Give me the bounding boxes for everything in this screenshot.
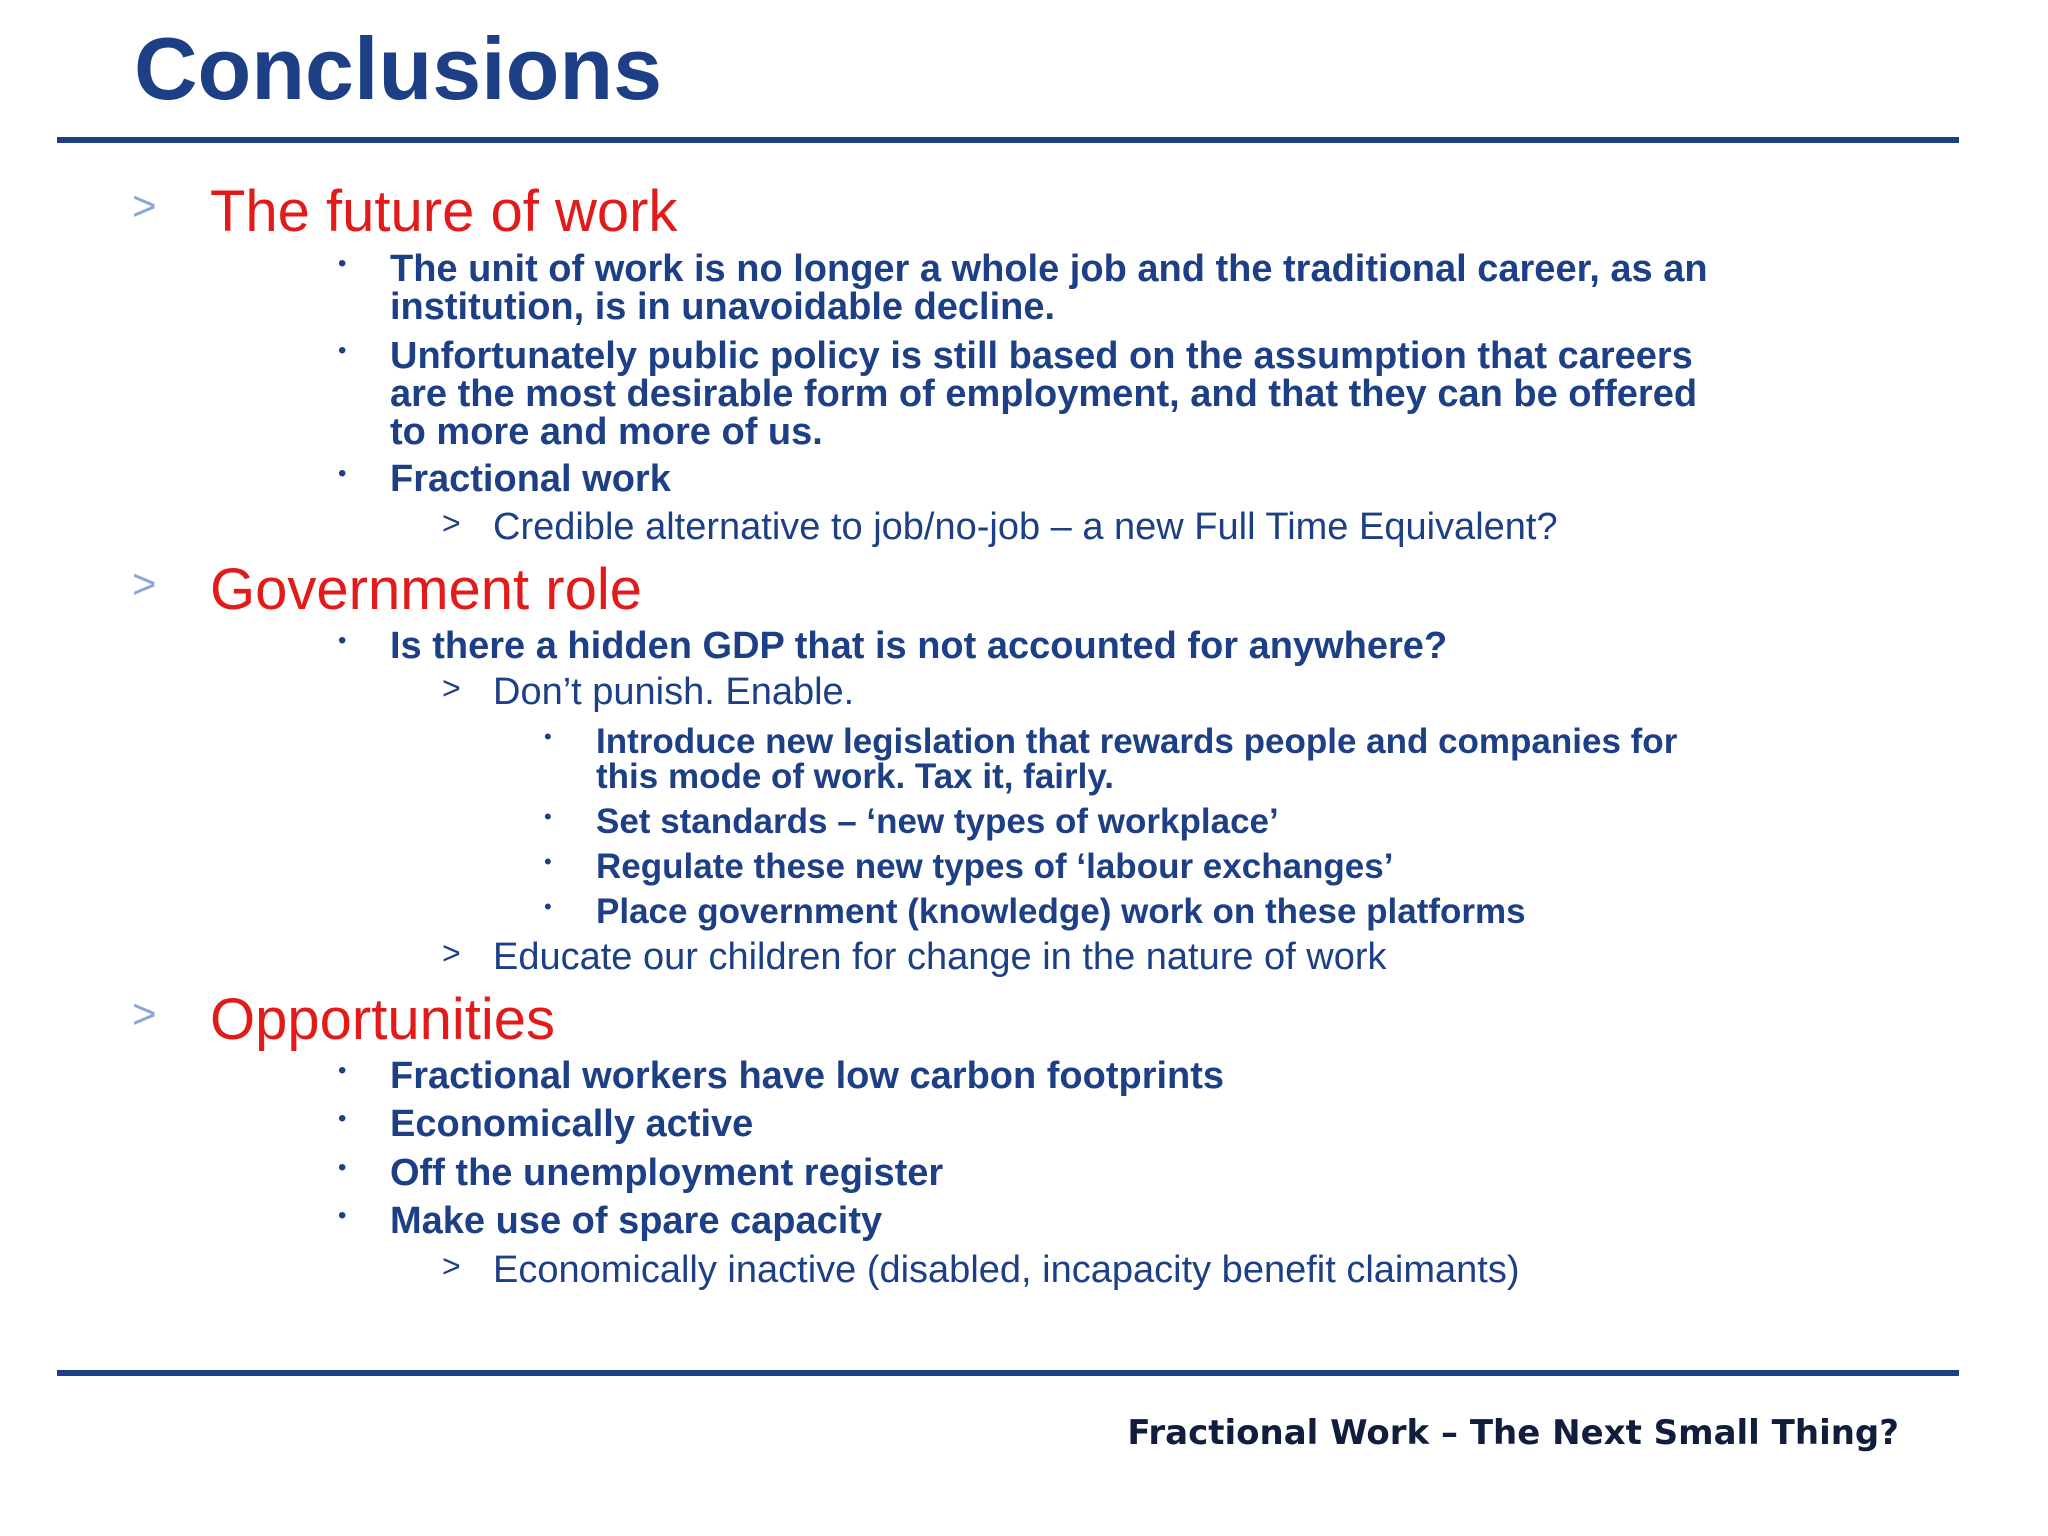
chevron-right-icon: >	[442, 670, 461, 706]
bullet-icon: •	[338, 1202, 347, 1229]
bullet-text-line: to more and more of us.	[390, 411, 823, 453]
bullet-icon: •	[338, 1105, 347, 1132]
bullet-icon: •	[338, 1154, 347, 1181]
bullet-text-line: Is there a hidden GDP that is not accounted for anywhere?	[390, 625, 1448, 667]
sub-bullet-text-line: Introduce new legislation that rewards people and companies for	[596, 722, 1678, 761]
bullet-icon: •	[338, 627, 347, 654]
chevron-right-icon: >	[132, 990, 157, 1037]
sub-item-text: Economically inactive (disabled, incapacity benefit claimants)	[493, 1249, 1520, 1291]
sub-bullet-text-line: this mode of work. Tax it, fairly.	[596, 757, 1114, 796]
bullet-icon: •	[544, 804, 552, 829]
chevron-right-icon: >	[442, 1248, 461, 1284]
bullet-text-line: Fractional workers have low carbon footprints	[390, 1055, 1225, 1097]
sub-item-text: Don’t punish. Enable.	[493, 671, 855, 713]
bullet-icon: •	[338, 460, 347, 487]
slide-footer: Fractional Work – The Next Small Thing?	[1127, 1413, 1899, 1453]
bullet-icon: •	[544, 724, 552, 749]
bullet-text-line: Make use of spare capacity	[390, 1200, 883, 1242]
bullet-icon: •	[338, 250, 347, 277]
section-heading: Opportunities	[210, 987, 555, 1052]
chevron-right-icon: >	[132, 560, 157, 607]
bullet-text-line: Fractional work	[390, 458, 671, 500]
bullet-text-line: The unit of work is no longer a whole job and the traditional career, as an	[390, 248, 1708, 290]
bullet-icon: •	[544, 849, 552, 874]
chevron-right-icon: >	[442, 505, 461, 541]
section-heading: The future of work	[210, 179, 678, 244]
section-heading: Government role	[210, 557, 642, 622]
bullet-icon: •	[338, 1057, 347, 1084]
bullet-icon: •	[544, 894, 552, 919]
sub-item-text: Educate our children for change in the nature of work	[493, 936, 1387, 978]
bullet-text-line: Unfortunately public policy is still based on the assumption that careers	[390, 335, 1693, 377]
bullet-text-line: Economically active	[390, 1103, 754, 1145]
chevron-right-icon: >	[132, 182, 157, 229]
chevron-right-icon: >	[442, 935, 461, 971]
bullet-icon: •	[338, 337, 347, 364]
bottom-divider	[57, 1370, 1959, 1376]
slide-title: Conclusions	[134, 19, 663, 118]
sub-item-text: Credible alternative to job/no-job – a new Full Time Equivalent?	[493, 506, 1558, 548]
bullet-text-line: institution, is in unavoidable decline.	[390, 286, 1056, 328]
sub-bullet-text-line: Place government (knowledge) work on these platforms	[596, 892, 1526, 931]
bullet-text-line: are the most desirable form of employment, and that they can be offered	[390, 373, 1698, 415]
sub-bullet-text-line: Regulate these new types of ‘labour exchanges’	[596, 847, 1394, 886]
bullet-text-line: Off the unemployment register	[390, 1152, 944, 1194]
sub-bullet-text-line: Set standards – ‘new types of workplace’	[596, 802, 1279, 841]
